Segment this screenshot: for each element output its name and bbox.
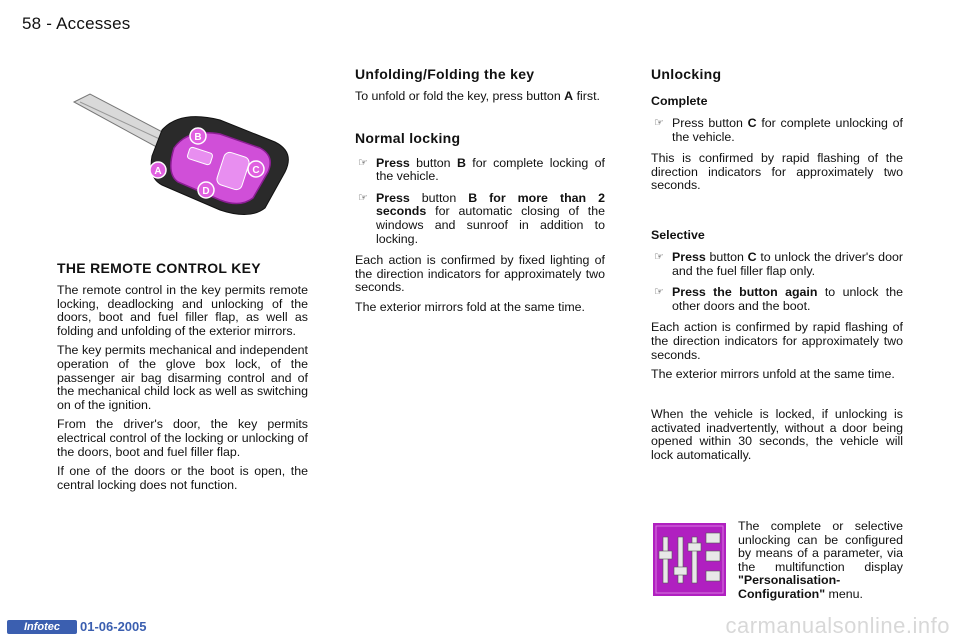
pointing-hand-icon: ☞ [654,117,664,129]
lock-bullet: ☞ Press button B for complete locking of the vehicle. [358,155,605,184]
selective-section [651,228,903,388]
page-header [22,14,130,34]
lock-confirm-text: Each action is confirmed by fixed lighting of the direction indicators for approximately two seconds. [355,253,605,295]
section-title: Accesses [56,14,131,33]
pointing-hand-icon: ☞ [358,156,368,169]
complete-confirm-text: This is confirmed by rapid flashing of the direction indicators for approximately two seconds. [651,151,903,193]
unlocking-section [651,66,903,199]
lock-bullet: ☞ Press button B for more than 2 seconds for automatic closing of the windows and sunroof in addition to locking. [358,190,605,246]
header-separator: - [46,14,53,33]
svg-text:D: D [202,186,210,197]
key-label-b [190,128,206,144]
pointing-hand-icon: ☞ [654,251,664,263]
key-label-d [198,182,214,198]
multifunction-display-settings-icon [653,523,726,596]
auto-relock-section [651,408,903,468]
remote-key-paragraph: The remote control in the key permits remote locking, deadlocking and unlocking of the doors, boot and fuel filler flap, as well as folding and unfolding of the exterior mirrors. [57,283,308,338]
selective-subheading: Selective [651,228,705,242]
normal-locking-heading: Normal locking [355,129,461,146]
unlocking-heading: Unlocking [651,66,722,82]
svg-text:C: C [252,165,260,176]
unfolding-heading: Unfolding/Folding the key [355,66,535,82]
key-label-c [248,161,264,177]
svg-text:A: A [154,166,162,177]
remote-key-paragraph: The key permits mechanical and independent operation of the glove box lock, of the passenger air bag disarming control and of the mechanical child lock as well as switching on of the ignition. [57,343,308,412]
mirror-fold-text: The exterior mirrors fold at the same time. [355,299,585,314]
remote-key-paragraph: If one of the doors or the boot is open, the central locking does not function. [57,464,308,492]
key-label-a [150,162,166,178]
remote-key-section [57,260,308,498]
unlock-bullet: ☞ Press the button again to unlock the other doors and the boot. [654,285,904,313]
selective-confirm-text: Each action is confirmed by rapid flashing of the direction indicators for approximately two seconds. [651,320,903,362]
footer-date: 01-06-2005 [80,619,147,634]
remote-key-illustration [70,90,295,220]
mirror-unfold-text: The exterior mirrors unfold at the same time. [651,367,895,382]
folding-locking-section [355,66,605,321]
unlock-bullet: ☞ Press button C to unlock the driver's door and the fuel filler flap only. [654,250,903,278]
complete-subheading: Complete [651,94,708,108]
unfolding-text: To unfold or fold the key, press button A first. [355,89,600,103]
auto-relock-text: When the vehicle is locked, if unlocking is activated inadvertently, without a door being opened within 30 seconds, the vehicle will lock automatically. [651,407,903,462]
pointing-hand-icon: ☞ [654,286,664,299]
pointing-hand-icon: ☞ [358,191,368,204]
svg-text:B: B [194,132,202,143]
remote-key-heading: THE REMOTE CONTROL KEY [57,260,261,276]
infotec-logo: Infotec [7,620,77,634]
watermark: carmanualsonline.info [725,613,950,638]
unlock-bullet: ☞ Press button C for complete unlocking of the vehicle. [654,116,903,144]
config-note: The complete or selective unlocking can be configured by means of a parameter, via the multifunction display "Personalisation-Configuration" menu. [738,519,903,601]
page-number: 58 [22,14,42,33]
remote-key-paragraph: From the driver's door, the key permits electrical control of the locking or unlocking of the doors, boot and fuel filler flap. [57,417,308,459]
